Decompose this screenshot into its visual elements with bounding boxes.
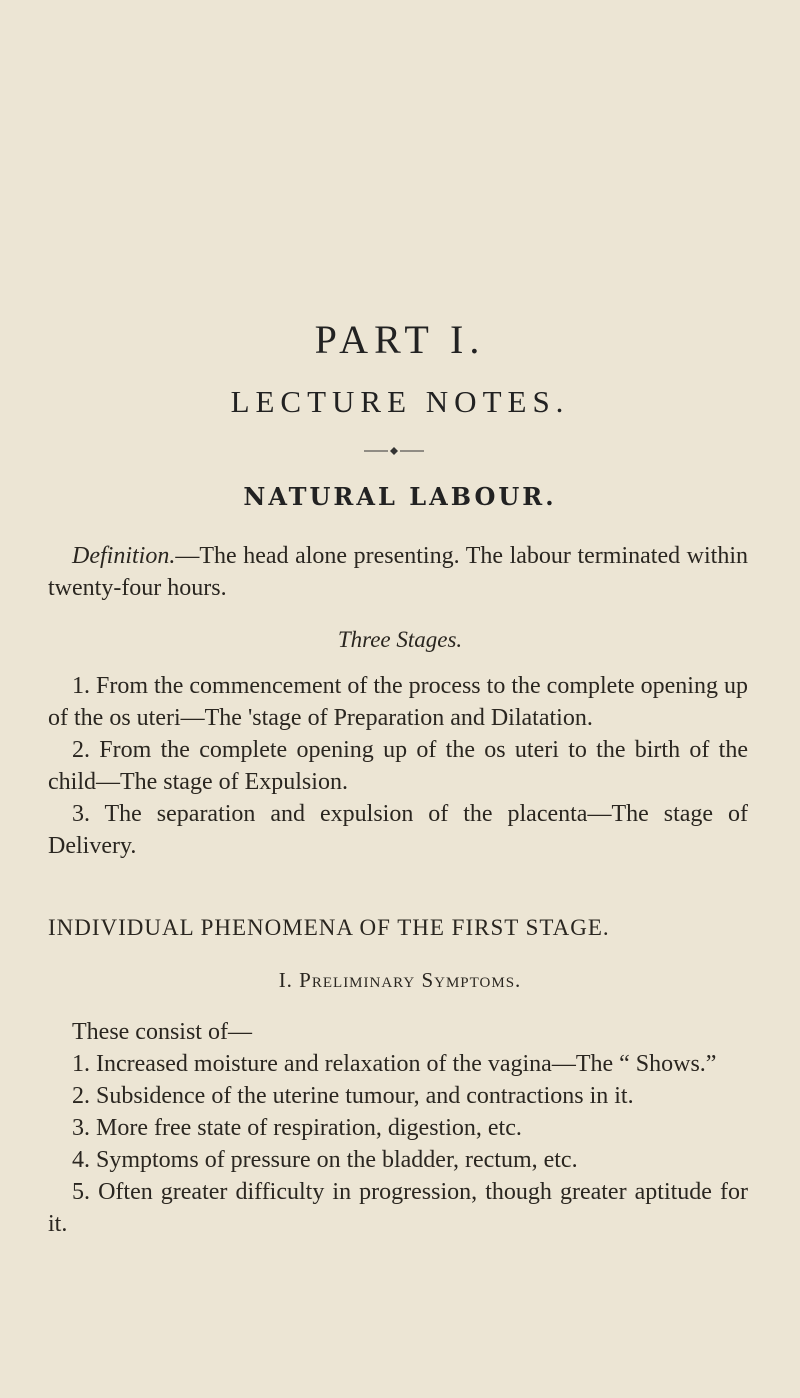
ornament-divider-icon	[362, 446, 426, 456]
symptoms-intro: These consist of—	[72, 1019, 252, 1045]
list-item: 2. From the complete opening up of the os uteri to the birth of the child—The stage of Expulsion.	[48, 737, 748, 795]
list-item: 3. The separation and expulsion of the placenta—The stage of Delivery.	[48, 801, 748, 859]
definition-paragraph	[48, 540, 748, 604]
symptom-list	[48, 1016, 748, 1240]
list-item: 4. Symptoms of pressure on the bladder, rectum, etc.	[72, 1147, 578, 1173]
definition-label: Definition.	[72, 543, 176, 569]
definition-text	[48, 540, 748, 604]
definition-body: —The head alone presenting. The labour terminated within twenty-four hours.	[48, 543, 748, 601]
preliminary-heading: I. Preliminary Symptoms.	[278, 968, 522, 992]
stages-heading: Three Stages.	[337, 627, 463, 652]
phenomena-heading: INDIVIDUAL PHENOMENA OF THE FIRST STAGE.	[48, 915, 610, 940]
list-item: 5. Often greater difficulty in progression, though greater aptitude for it.	[48, 1179, 748, 1237]
list-item: 2. Subsidence of the uterine tumour, and contractions in it.	[72, 1083, 634, 1109]
list-item: 3. More free state of respiration, digestion, etc.	[72, 1115, 522, 1141]
lecture-title: LECTURE NOTES.	[230, 384, 570, 419]
stage-list	[48, 670, 748, 862]
list-item: 1. From the commencement of the process to the complete opening up of the os uteri—The 'stage of Preparation and Dilatation.	[48, 673, 748, 731]
section-title: NATURAL LABOUR.	[243, 482, 557, 511]
part-title: PART I.	[314, 317, 486, 362]
list-item: 1. Increased moisture and relaxation of the vagina—The “ Shows.”	[72, 1051, 717, 1077]
